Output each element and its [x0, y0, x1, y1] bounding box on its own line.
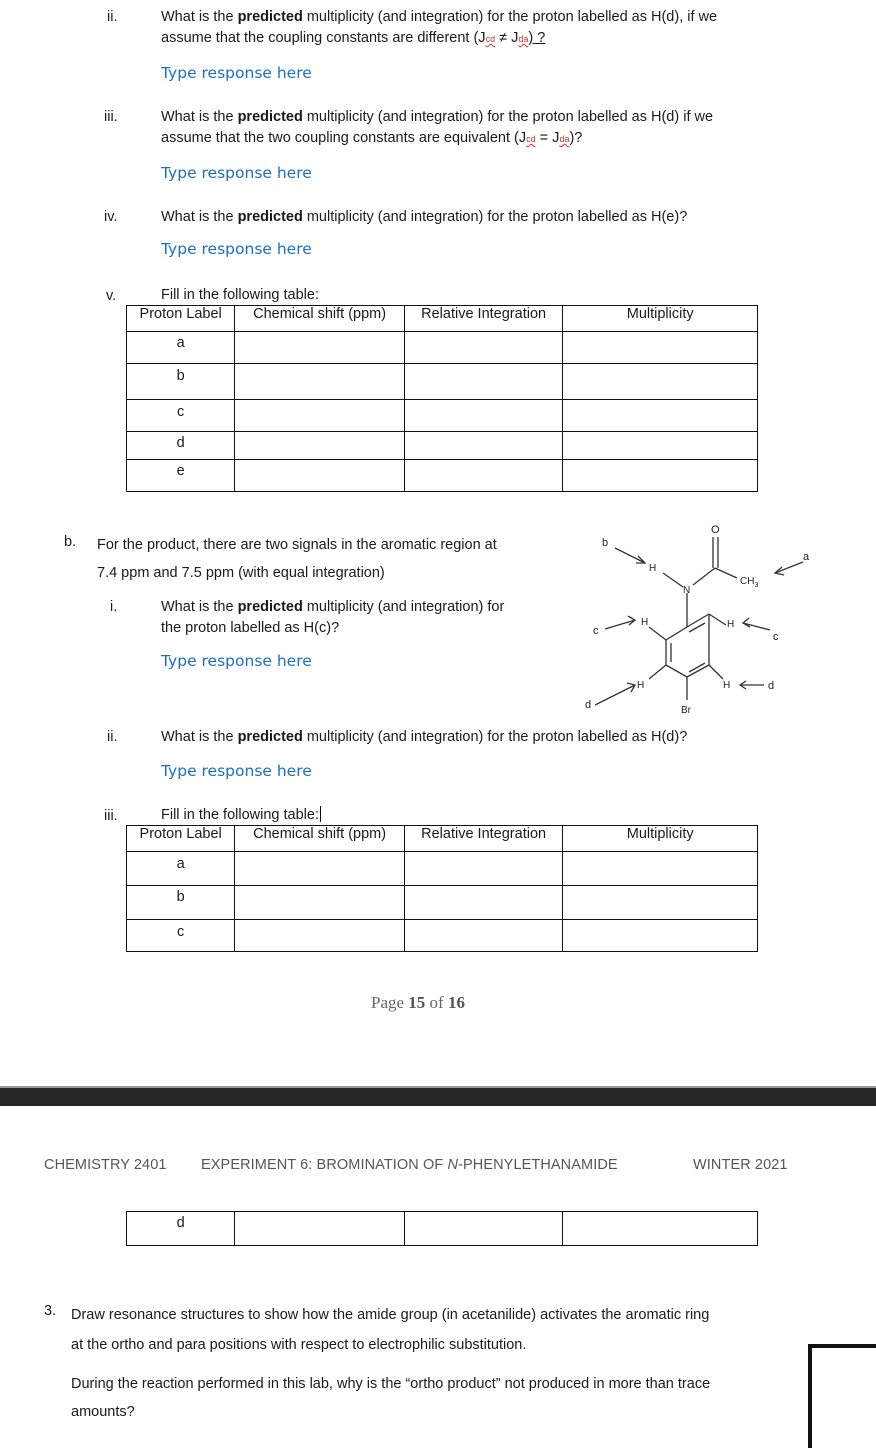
label-arrow — [743, 623, 770, 630]
column-header: Multiplicity — [563, 306, 758, 332]
table-cell[interactable] — [404, 432, 563, 460]
nmr-table-a — [126, 305, 758, 492]
ring-bond — [666, 627, 687, 640]
ch-bond — [649, 665, 666, 679]
question-3-followup: During the reaction performed in this lab, why is the “ortho product” not produced in more than trace amounts? — [71, 1376, 711, 1420]
table-cell[interactable] — [235, 460, 405, 492]
question-3: Draw resonance structures to show how the amide group (in acetanilide) activates the aromatic ring at the ortho and para positions with respect to electrophilic substitution. — [71, 1307, 710, 1353]
table-cell[interactable] — [235, 886, 405, 920]
label-b: b — [602, 537, 609, 549]
response-field[interactable]: Type response here — [161, 652, 312, 670]
table-cell[interactable] — [563, 920, 758, 952]
question-b-ii: What is the predicted multiplicity (and integration) for the proton labelled as H(d)? — [161, 729, 688, 745]
column-header: Proton Label — [127, 306, 235, 332]
nmr-table-b — [126, 825, 758, 952]
column-header: Relative Integration — [404, 306, 563, 332]
table-cell[interactable] — [404, 364, 563, 400]
text-cursor — [320, 806, 321, 822]
section-letter: b. — [64, 534, 77, 550]
proton-label: d — [127, 1212, 235, 1246]
table-row — [127, 400, 758, 432]
column-header: Relative Integration — [404, 826, 563, 852]
table-row — [127, 432, 758, 460]
ring-bond — [666, 665, 687, 677]
n-carbonyl-bond — [693, 568, 715, 585]
proton-label: e — [127, 460, 235, 492]
table-cell[interactable] — [563, 460, 758, 492]
column-header: Chemical shift (ppm) — [235, 826, 405, 852]
table-cell[interactable] — [235, 332, 405, 364]
table-cell[interactable] — [563, 1212, 758, 1246]
table-cell[interactable] — [404, 460, 563, 492]
question-b-i: What is the predicted multiplicity (and integration) for the proton labelled as H(c)? — [161, 599, 505, 636]
question-a-ii: What is the predicted multiplicity (and integration) for the proton labelled as H(d), if we assume that the coupling constants are different (Jcd ≠ Jda) ? — [161, 9, 718, 46]
label-a: a — [803, 551, 810, 563]
experiment-title: EXPERIMENT 6: BROMINATION OF N-PHENYLETHANAMIDE — [201, 1157, 618, 1173]
response-field[interactable]: Type response here — [161, 64, 312, 82]
methyl-bond — [715, 568, 737, 578]
atom-N: N — [683, 585, 691, 596]
table-header-row — [127, 306, 758, 332]
table-cell[interactable] — [235, 1212, 405, 1246]
table-cell[interactable] — [563, 432, 758, 460]
question-b-iii: Fill in the following table: — [161, 807, 319, 823]
response-field[interactable]: Type response here — [161, 164, 312, 182]
question-number: iv. — [104, 209, 118, 225]
proton-label: c — [127, 920, 235, 952]
column-header: Proton Label — [127, 826, 235, 852]
label-c: c — [593, 625, 599, 637]
atom-H: H — [641, 617, 649, 628]
table-cell[interactable] — [563, 364, 758, 400]
course-code: CHEMISTRY 2401 — [44, 1157, 167, 1173]
atom-Br: Br — [681, 705, 691, 716]
proton-label: a — [127, 332, 235, 364]
table-row — [127, 1212, 758, 1246]
table-cell[interactable] — [235, 432, 405, 460]
table-row — [127, 460, 758, 492]
table-row — [127, 920, 758, 952]
question-number: v. — [106, 288, 117, 304]
label-d: d — [585, 699, 592, 711]
table-cell[interactable] — [235, 364, 405, 400]
table-cell[interactable] — [404, 400, 563, 432]
table-row — [127, 886, 758, 920]
table-cell[interactable] — [404, 886, 563, 920]
answer-box[interactable] — [808, 1344, 876, 1448]
label-arrow — [595, 685, 635, 705]
question-number: 3. — [44, 1303, 57, 1319]
proton-label: c — [127, 400, 235, 432]
question-number: i. — [110, 599, 118, 615]
question-number: ii. — [107, 9, 118, 25]
table-cell[interactable] — [563, 332, 758, 364]
table-cell[interactable] — [404, 1212, 563, 1246]
label-d: d — [768, 680, 775, 692]
term: WINTER 2021 — [693, 1157, 788, 1173]
atom-H: H — [637, 680, 645, 691]
proton-label: b — [127, 364, 235, 400]
atom-CH3: $CH_3$ — [740, 576, 759, 589]
question-number: iii. — [104, 808, 118, 824]
question-a-v: Fill in the following table: — [161, 287, 319, 303]
nmr-table-b-continued — [126, 1211, 758, 1246]
table-cell[interactable] — [235, 920, 405, 952]
table-cell[interactable] — [563, 886, 758, 920]
ring-bond — [687, 614, 709, 627]
table-row — [127, 332, 758, 364]
table-cell[interactable] — [563, 400, 758, 432]
table-cell[interactable] — [404, 332, 563, 364]
proton-label: a — [127, 852, 235, 886]
response-field[interactable]: Type response here — [161, 762, 312, 780]
question-number: iii. — [104, 109, 118, 125]
column-header: Multiplicity — [563, 826, 758, 852]
label-arrow-head — [743, 618, 750, 627]
proton-label: d — [127, 432, 235, 460]
label-arrow — [775, 562, 803, 573]
ch-bond — [709, 665, 723, 679]
atom-H: H — [649, 563, 657, 574]
table-cell[interactable] — [404, 852, 563, 886]
response-field[interactable]: Type response here — [161, 240, 312, 258]
table-header-row — [127, 826, 758, 852]
label-arrow — [615, 548, 645, 563]
table-cell[interactable] — [563, 852, 758, 886]
table-row — [127, 364, 758, 400]
table-cell[interactable] — [404, 920, 563, 952]
question-a-iv: What is the predicted multiplicity (and integration) for the proton labelled as H(e)? — [161, 209, 688, 225]
table-cell[interactable] — [235, 852, 405, 886]
atom-O: O — [711, 524, 720, 536]
part-b-intro: For the product, there are two signals in the aromatic region at 7.4 ppm and 7.5 ppm (with equal integration) — [97, 537, 497, 581]
table-row — [127, 852, 758, 886]
nh-bond — [663, 573, 683, 587]
ch-bond — [649, 627, 666, 640]
table-cell[interactable] — [235, 400, 405, 432]
proton-label: b — [127, 886, 235, 920]
column-header: Chemical shift (ppm) — [235, 306, 405, 332]
question-number: ii. — [107, 729, 118, 745]
atom-H: H — [727, 619, 735, 630]
question-a-iii: What is the predicted multiplicity (and integration) for the proton labelled as H(d) if we assume that the two coupling constants are equivalent (Jcd = Jda)? — [161, 109, 714, 146]
page-number: Page 15 of 16 — [371, 993, 465, 1012]
page-break — [0, 1086, 876, 1106]
label-c: c — [773, 631, 779, 643]
double-bond — [689, 663, 705, 672]
ch-bond — [709, 614, 726, 625]
atom-H: H — [723, 680, 731, 691]
structure-4-bromoacetanilide — [585, 515, 875, 725]
